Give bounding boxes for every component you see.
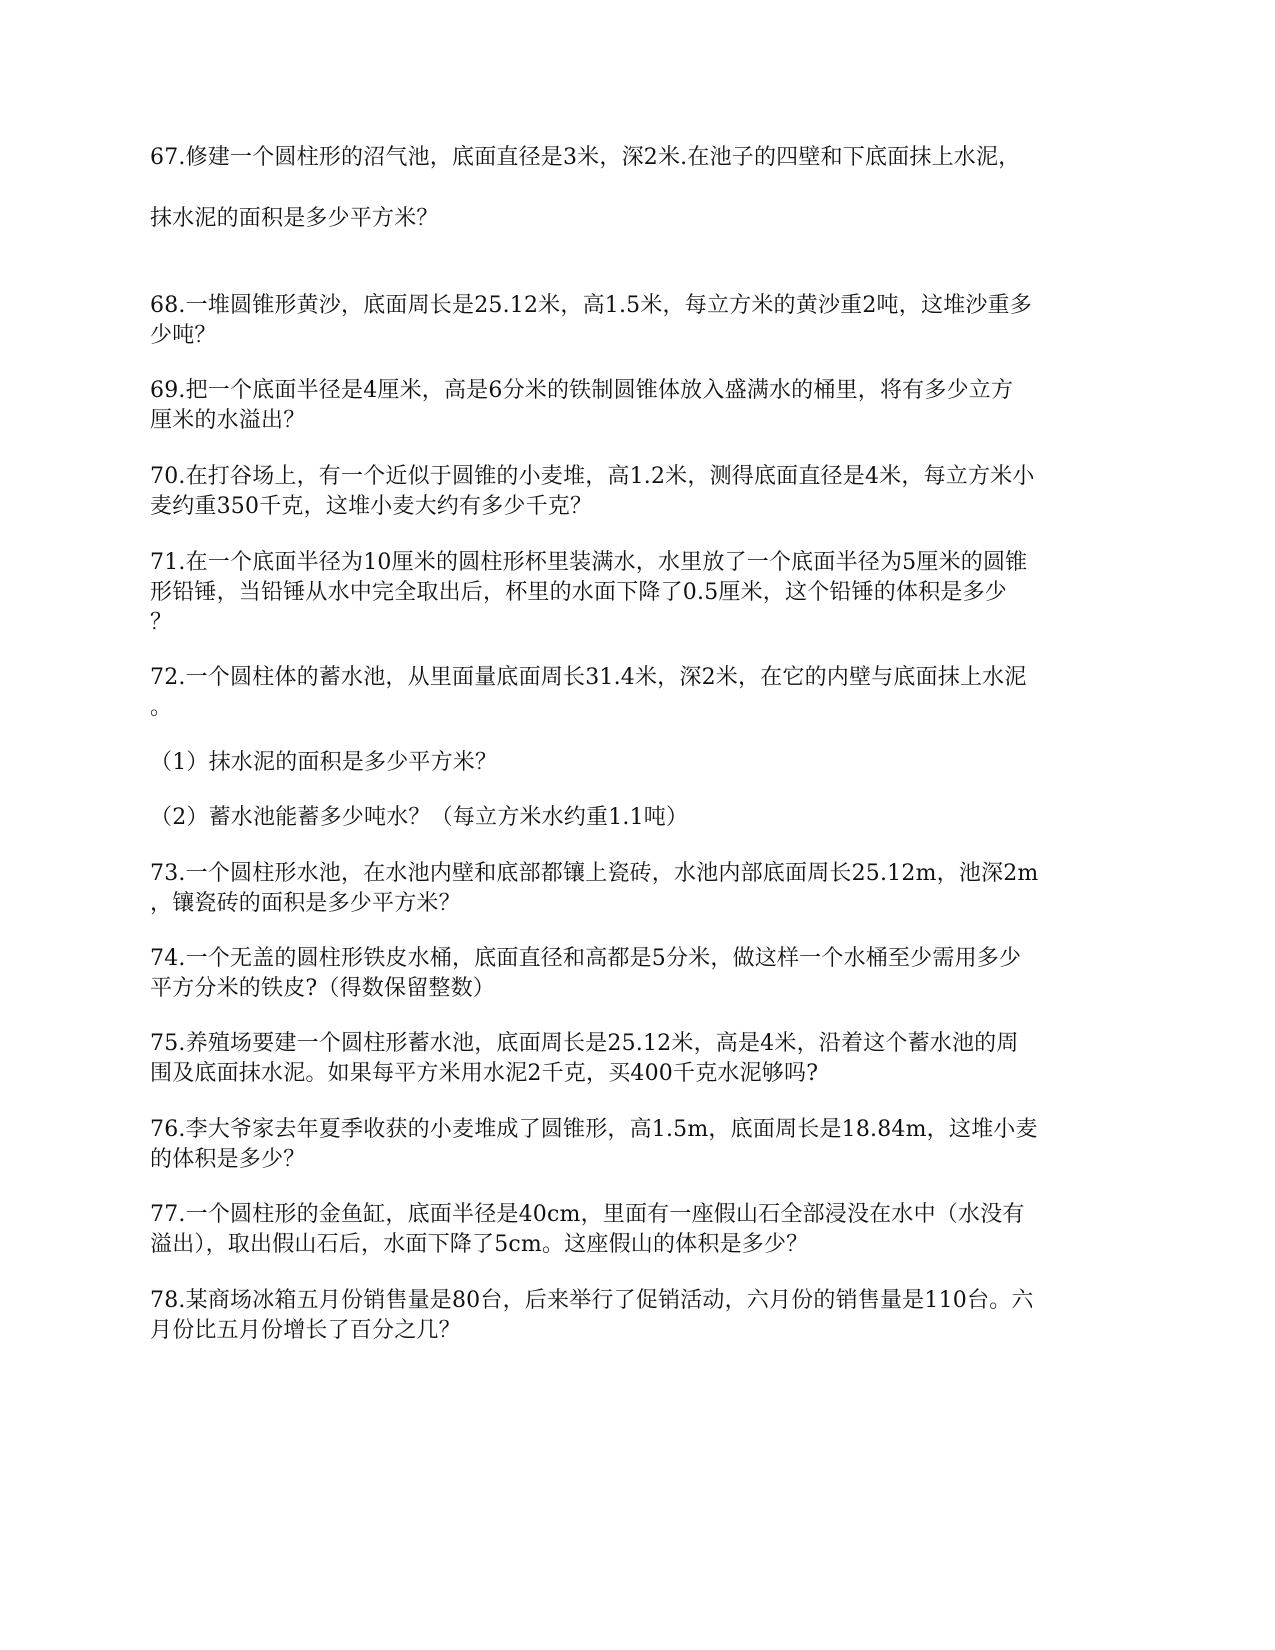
problem-73-line-1: 73.一个圆柱形水池，在水池内壁和底部都镶上瓷砖，水池内部底面周长25.12m，池深2m bbox=[150, 861, 1039, 886]
problem-69-line-2: 厘米的水溢出？ bbox=[150, 408, 306, 433]
problem-71-line-1: 71.在一个底面半径为10厘米的圆柱形杯里装满水，水里放了一个底面半径为5厘米的圆锥 bbox=[150, 550, 1028, 575]
problem-67-line-1: 67.修建一个圆柱形的沼气池，底面直径是3米，深2米.在池子的四壁和下底面抹上水泥， bbox=[150, 145, 1021, 170]
problem-67-line-2: 抹水泥的面积是多少平方米？ bbox=[150, 206, 439, 231]
problem-77-line-2: 溢出），取出假山石后，水面下降了5cm。这座假山的体积是多少？ bbox=[150, 1232, 809, 1257]
problem-68-line-2: 少吨？ bbox=[150, 323, 217, 348]
problem-72-sub-2: （2）蓄水池能蓄多少吨水？（每立方米水约重1.1吨） bbox=[150, 805, 689, 830]
problem-72-line-1: 72.一个圆柱体的蓄水池，从里面量底面周长31.4米，深2米，在它的内壁与底面抹上水泥 bbox=[150, 665, 1027, 690]
problem-75-line-2: 围及底面抹水泥。如果每平方米用水泥2千克，买400千克水泥够吗? bbox=[150, 1061, 819, 1086]
problem-71-line-3: ？ bbox=[150, 610, 173, 635]
problem-71-line-2: 形铅锤，当铅锤从水中完全取出后，杯里的水面下降了0.5厘米，这个铅锤的体积是多少 bbox=[150, 580, 1007, 605]
problem-74-line-2: 平方分米的铁皮?（得数保留整数） bbox=[150, 976, 495, 1001]
problem-75-line-1: 75.养殖场要建一个圆柱形蓄水池，底面周长是25.12米，高是4米，沿着这个蓄水池的周 bbox=[150, 1031, 1019, 1056]
problem-70-line-2: 麦约重350千克，这堆小麦大约有多少千克？ bbox=[150, 494, 593, 519]
problem-72-line-2: 。 bbox=[150, 695, 173, 720]
problem-78-line-2: 月份比五月份增长了百分之几？ bbox=[150, 1318, 461, 1343]
problem-70-line-1: 70.在打谷场上，有一个近似于圆锥的小麦堆，高1.2米，测得底面直径是4米，每立方米小 bbox=[150, 464, 1035, 489]
problem-74-line-1: 74.一个无盖的圆柱形铁皮水桶，底面直径和高都是5分米，做这样一个水桶至少需用多少 bbox=[150, 946, 1022, 971]
problem-76-line-1: 76.李大爷家去年夏季收获的小麦堆成了圆锥形，高1.5m，底面周长是18.84m，这堆小麦 bbox=[150, 1117, 1038, 1142]
problem-73-line-2: ，镶瓷砖的面积是多少平方米？ bbox=[150, 891, 461, 916]
problem-69-line-1: 69.把一个底面半径是4厘米，高是6分米的铁制圆锥体放入盛满水的桶里，将有多少立方 bbox=[150, 378, 1014, 403]
problem-76-line-2: 的体积是多少？ bbox=[150, 1147, 306, 1172]
problem-77-line-1: 77.一个圆柱形的金鱼缸，底面半径是40cm，里面有一座假山石全部浸没在水中（水没有 bbox=[150, 1202, 1025, 1227]
problem-68-line-1: 68.一堆圆锥形黄沙，底面周长是25.12米，高1.5米，每立方米的黄沙重2吨，这堆沙重多 bbox=[150, 293, 1032, 318]
problem-78-line-1: 78.某商场冰箱五月份销售量是80台，后来举行了促销活动，六月份的销售量是110台。六 bbox=[150, 1288, 1034, 1313]
problem-72-sub-1: （1）抹水泥的面积是多少平方米？ bbox=[150, 750, 498, 775]
